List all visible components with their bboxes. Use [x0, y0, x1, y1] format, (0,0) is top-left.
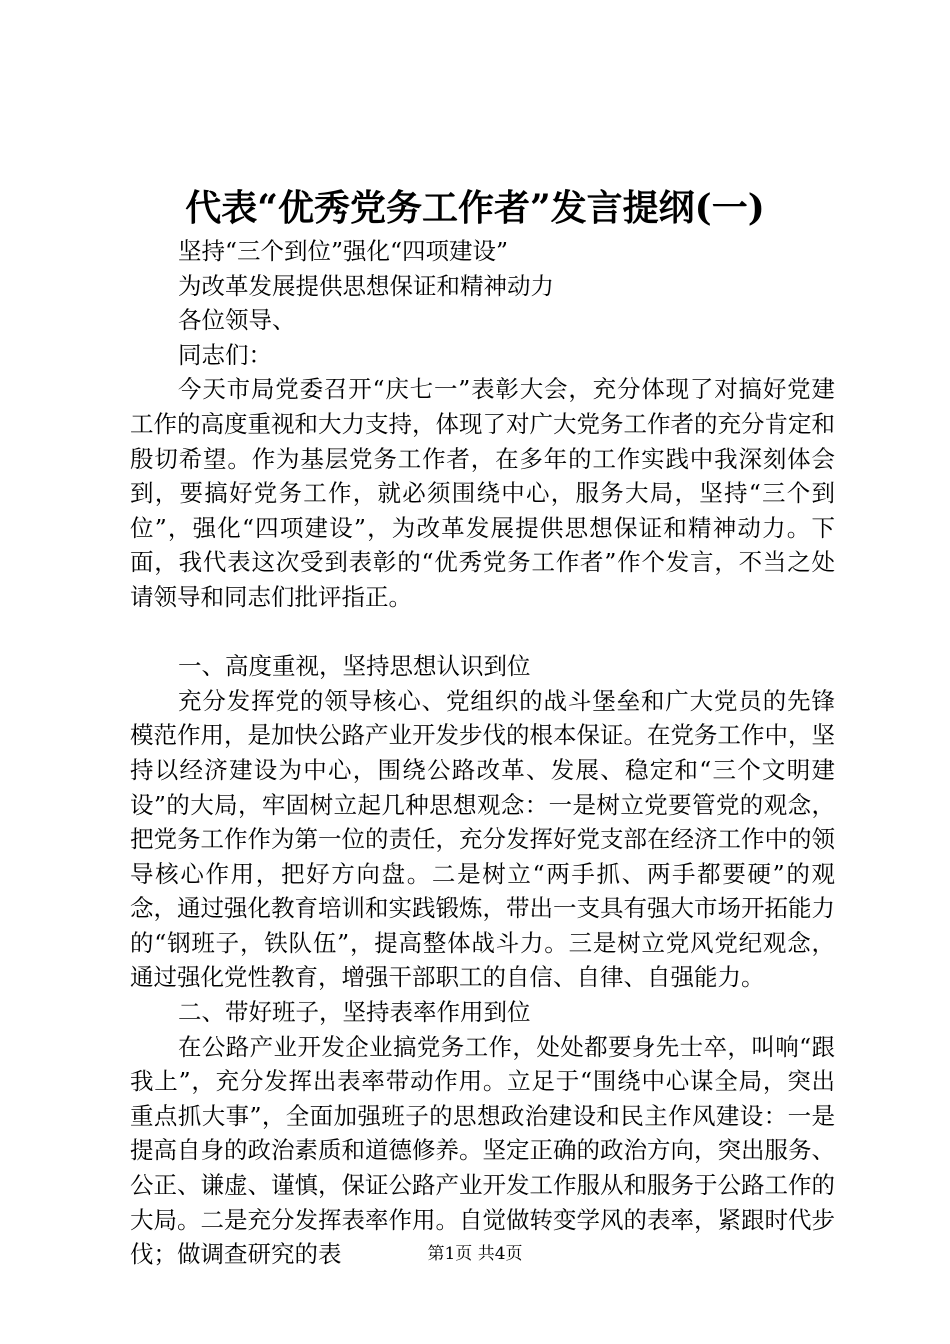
paragraph-spacer — [130, 615, 835, 650]
document-body — [130, 234, 835, 1272]
greeting-line-2: 同志们： — [178, 340, 272, 369]
intro-paragraph: 今天市局党委召开“庆七一”表彰大会，充分体现了对搞好党建工作的高度重视和大力支持，体现了对广大党务工作者的充分肯定和殷切希望。作为基层党务工作者，在多年的工作实践中我深刻体会到，要搞好党务工作，就必须围绕中心，服务大局，坚持“三个到位”，强化“四项建设”，为改革发展提供思想保证和精神动力。下面，我代表这次受到表彰的“优秀党务工作者”作个发言，不当之处请领导和同志们批评指正。 — [130, 375, 835, 611]
section-2-paragraph: 在公路产业开发企业搞党务工作，处处都要身先士卒，叫响“跟我上”，充分发挥出表率带动作用。立足于“围绕中心谋全局，突出重点抓大事”，全面加强班子的思想政治建设和民主作风建设：一是提高自身的政治素质和道德修养。坚定正确的政治方向，突出服务、公正、谦虚、谨慎，保证公路产业开发工作服从和服务于公路工作的大局。二是充分发挥表率作用。自觉做转变学风的表率，紧跟时代步伐；做调查研究的表 — [130, 1032, 835, 1269]
subtitle-line-1: 坚持“三个到位”强化“四项建设” — [178, 237, 509, 265]
section-1-paragraph: 充分发挥党的领导核心、党组织的战斗堡垒和广大党员的先锋模范作用，是加快公路产业开发步伐的根本保证。在党务工作中，坚持以经济建设为中心，围绕公路改革、发展、稳定和“三个文明建设”的大局，牢固树立起几种思想观念：一是树立党要管党的观念，把党务工作作为第一位的责任，充分发挥好党支部在经济工作中的领导核心作用，把好方向盘。二是树立“两手抓、两手都要硬”的观念，通过强化教育培训和实践锻炼，带出一支具有强大市场开拓能力的“钢班子，铁队伍”，提高整体战斗力。三是树立党风党纪观念，通过强化党性教育，增强干部职工的自信、自律、自强能力。 — [130, 686, 835, 992]
subtitle-line-2: 为改革发展提供思想保证和精神动力 — [178, 271, 554, 300]
greeting-line-1: 各位领导、 — [178, 306, 296, 335]
page-footer: 第1页 共4页 — [427, 1244, 523, 1264]
section-1-heading: 一、高度重视，坚持思想认识到位 — [178, 652, 531, 681]
document-title: 代表“优秀党务工作者”发言提纲(一) — [185, 187, 765, 229]
section-2-heading: 二、带好班子，坚持表率作用到位 — [178, 998, 531, 1027]
